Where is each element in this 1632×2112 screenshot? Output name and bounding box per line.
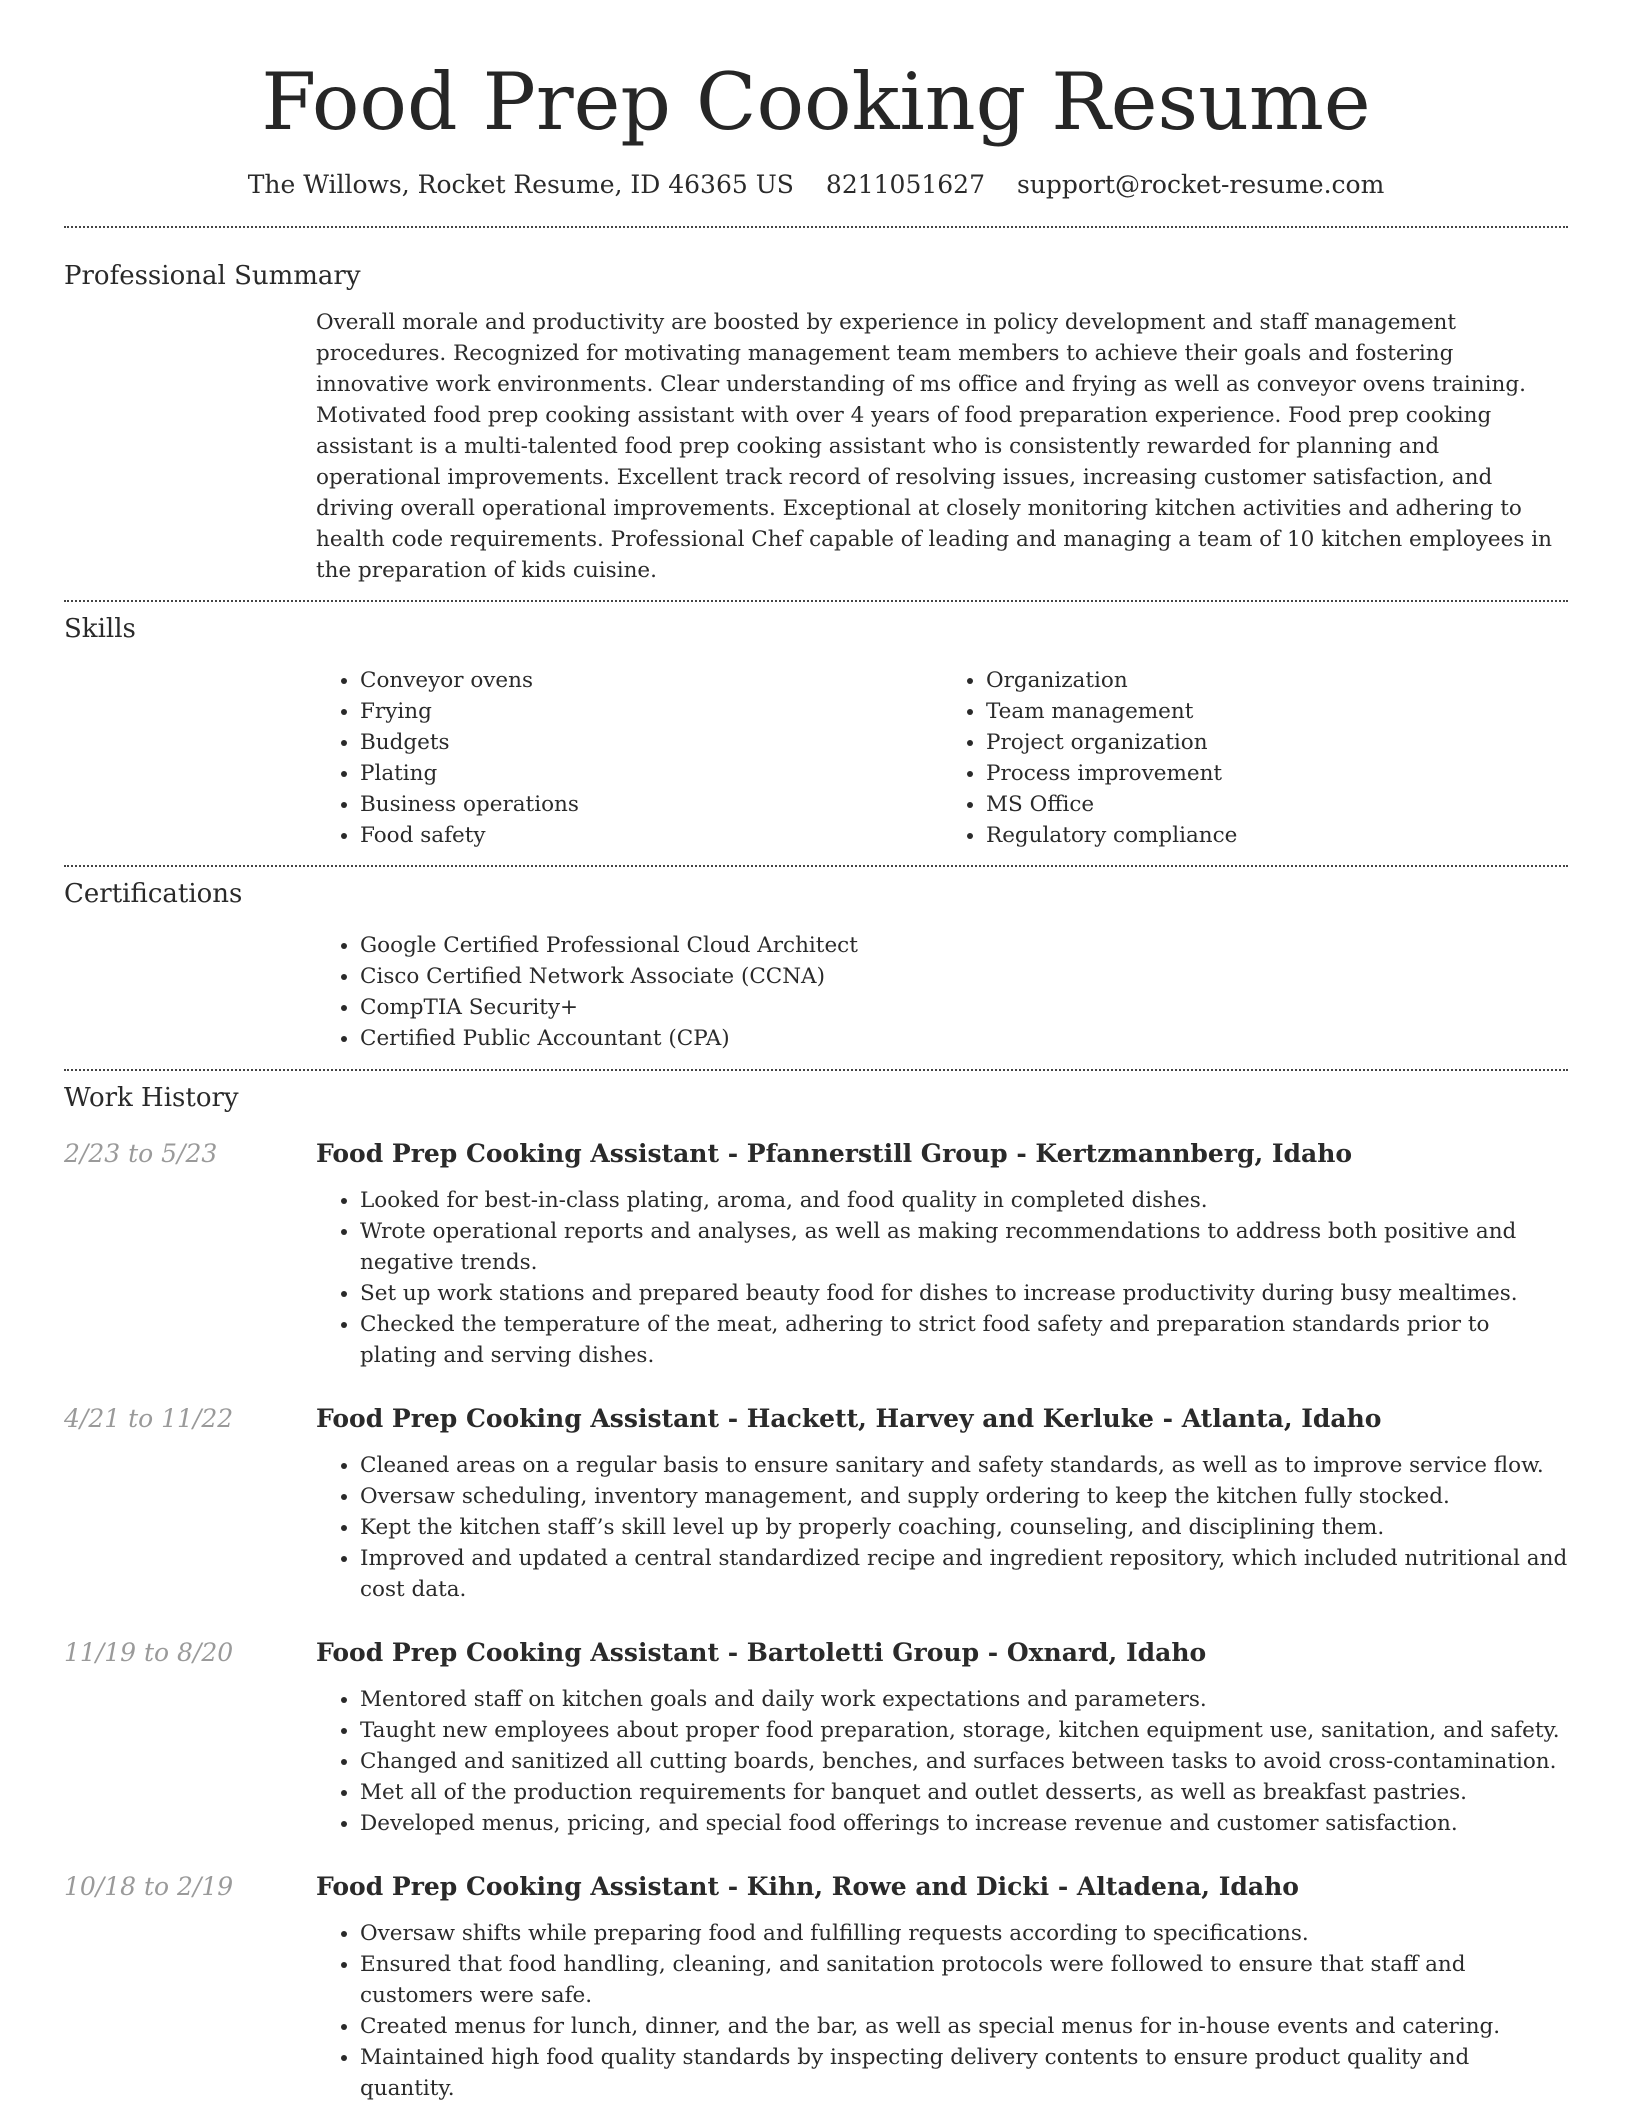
- skills-heading: Skills: [64, 614, 136, 644]
- skill-item: • Frying: [360, 696, 942, 727]
- skill-item: • Business operations: [360, 789, 942, 820]
- job-bullet: • Met all of the production requirements for banquet and outlet desserts, as well as breakfast pastries.: [360, 1777, 1568, 1808]
- job-bullet: • Oversaw shifts while preparing food and fulfilling requests according to specifications.: [360, 1918, 1568, 1949]
- contact-line: [64, 168, 1568, 202]
- summary-text: Overall morale and productivity are boosted by experience in policy development and staff management procedures. Recognized for motivating management team members to achieve their goals and fostering innovative work environments. Clear understanding of ms office and frying as well as conveyor ovens training. Motivated food prep cooking assistant with over 4 years of food preparation experience. Food prep cooking assistant is a multi-talented food prep cooking assistant who is consistently rewarded for planning and operational improvements. Excellent track record of resolving issues, increasing customer satisfaction, and driving overall operational improvements. Exceptional at closely monitoring kitchen activities and adhering to health code requirements. Professional Chef capable of leading and managing a team of 10 kitchen employees in the preparation of kids cuisine.: [316, 310, 1552, 583]
- job-bullet: • Taught new employees about proper food preparation, storage, kitchen equipment use, sanitation, and safety.: [360, 1715, 1568, 1746]
- job-bullet: • Oversaw scheduling, inventory management, and supply ordering to keep the kitchen fully stocked.: [360, 1481, 1568, 1512]
- skill-item: • Project organization: [986, 727, 1568, 758]
- skill-item: • MS Office: [986, 789, 1568, 820]
- job-bullet: • Cleaned areas on a regular basis to ensure sanitary and safety standards, as well as to improve service flow.: [360, 1450, 1568, 1481]
- job-entry: [64, 1636, 1568, 1839]
- job-bullet: • Created menus for lunch, dinner, and the bar, as well as special menus for in-house events and catering.: [360, 2011, 1568, 2042]
- skill-item: • Conveyor ovens: [360, 665, 942, 696]
- job-bullet: • Checked the temperature of the meat, adhering to strict food safety and preparation standards prior to plating and serving dishes.: [360, 1309, 1568, 1371]
- job-title: Food Prep Cooking Assistant - Kihn, Rowe and Dicki - Altadena, Idaho: [316, 1872, 1299, 1901]
- job-bullet: • Mentored staff on kitchen goals and daily work expectations and parameters.: [360, 1684, 1568, 1715]
- certification-item: • Cisco Certified Network Associate (CCNA): [360, 961, 1568, 992]
- job-bullets: [316, 1918, 1568, 2104]
- job-entry: [64, 1137, 1568, 1371]
- contact-phone: 8211051627: [825, 170, 985, 199]
- skills-list-left: [316, 665, 942, 851]
- job-bullet: • Kept the kitchen staff’s skill level up by properly coaching, counseling, and disciplining them.: [360, 1512, 1568, 1543]
- job-bullet: • Set up work stations and prepared beauty food for dishes to increase productivity during busy mealtimes.: [360, 1278, 1568, 1309]
- job-bullet: • Looked for best-in-class plating, aroma, and food quality in completed dishes.: [360, 1185, 1568, 1216]
- job-title: Food Prep Cooking Assistant - Bartoletti Group - Oxnard, Idaho: [316, 1638, 1207, 1667]
- job-dates: 4/21 to 11/22: [64, 1404, 234, 1433]
- job-details: [316, 1137, 1568, 1371]
- skill-item: • Organization: [986, 665, 1568, 696]
- work-heading: Work History: [64, 1083, 239, 1113]
- job-bullet: • Improved and updated a central standardized recipe and ingredient repository, which included nutritional and cost data.: [360, 1543, 1568, 1605]
- job-bullets: [316, 1684, 1568, 1839]
- work-section: [64, 1071, 1568, 2104]
- job-title: Food Prep Cooking Assistant - Hackett, Harvey and Kerluke - Atlanta, Idaho: [316, 1404, 1382, 1433]
- skill-item: • Food safety: [360, 820, 942, 851]
- summary-section: [64, 228, 1568, 586]
- skills-section: [64, 602, 1568, 851]
- certifications-body: [316, 930, 1568, 1054]
- certification-item: • Certified Public Accountant (CPA): [360, 1023, 1568, 1054]
- skill-item: • Budgets: [360, 727, 942, 758]
- job-details: [316, 1402, 1568, 1605]
- job-bullets: [316, 1185, 1568, 1371]
- job-bullet: • Changed and sanitized all cutting boards, benches, and surfaces between tasks to avoid cross-contamination.: [360, 1746, 1568, 1777]
- certifications-section: [64, 867, 1568, 1054]
- job-details: [316, 1636, 1568, 1839]
- certifications-heading: Certifications: [64, 879, 243, 909]
- job-entry: [64, 1870, 1568, 2104]
- skill-item: • Team management: [986, 696, 1568, 727]
- job-title: Food Prep Cooking Assistant - Pfannerstill Group - Kertzmannberg, Idaho: [316, 1139, 1353, 1168]
- certification-item: • Google Certified Professional Cloud Architect: [360, 930, 1568, 961]
- job-dates: 11/19 to 8/20: [64, 1638, 234, 1667]
- job-bullet: • Ensured that food handling, cleaning, and sanitation protocols were followed to ensure that staff and customers were safe.: [360, 1949, 1568, 2011]
- skill-item: • Regulatory compliance: [986, 820, 1568, 851]
- skills-columns: [316, 665, 1568, 851]
- job-bullet: • Developed menus, pricing, and special food offerings to increase revenue and customer satisfaction.: [360, 1808, 1568, 1839]
- job-bullets: [316, 1450, 1568, 1605]
- skills-list-right: [942, 665, 1568, 851]
- skill-item: • Process improvement: [986, 758, 1568, 789]
- resume-header: [64, 0, 1568, 202]
- job-dates: 2/23 to 5/23: [64, 1139, 218, 1168]
- contact-email: support@rocket-resume.com: [1016, 170, 1385, 199]
- job-details: [316, 1870, 1568, 2104]
- job-dates: 10/18 to 2/19: [64, 1872, 234, 1901]
- resume-title: Food Prep Cooking Resume: [261, 56, 1371, 148]
- certifications-list: [316, 930, 1568, 1054]
- skill-item: • Plating: [360, 758, 942, 789]
- job-bullet: • Maintained high food quality standards by inspecting delivery contents to ensure product quality and quantity.: [360, 2042, 1568, 2104]
- contact-address: The Willows, Rocket Resume, ID 46365 US: [247, 170, 794, 199]
- certification-item: • CompTIA Security+: [360, 992, 1568, 1023]
- summary-heading: Professional Summary: [64, 261, 361, 291]
- job-bullet: • Wrote operational reports and analyses, as well as making recommendations to address both positive and negative trends.: [360, 1216, 1568, 1278]
- job-entry: [64, 1402, 1568, 1605]
